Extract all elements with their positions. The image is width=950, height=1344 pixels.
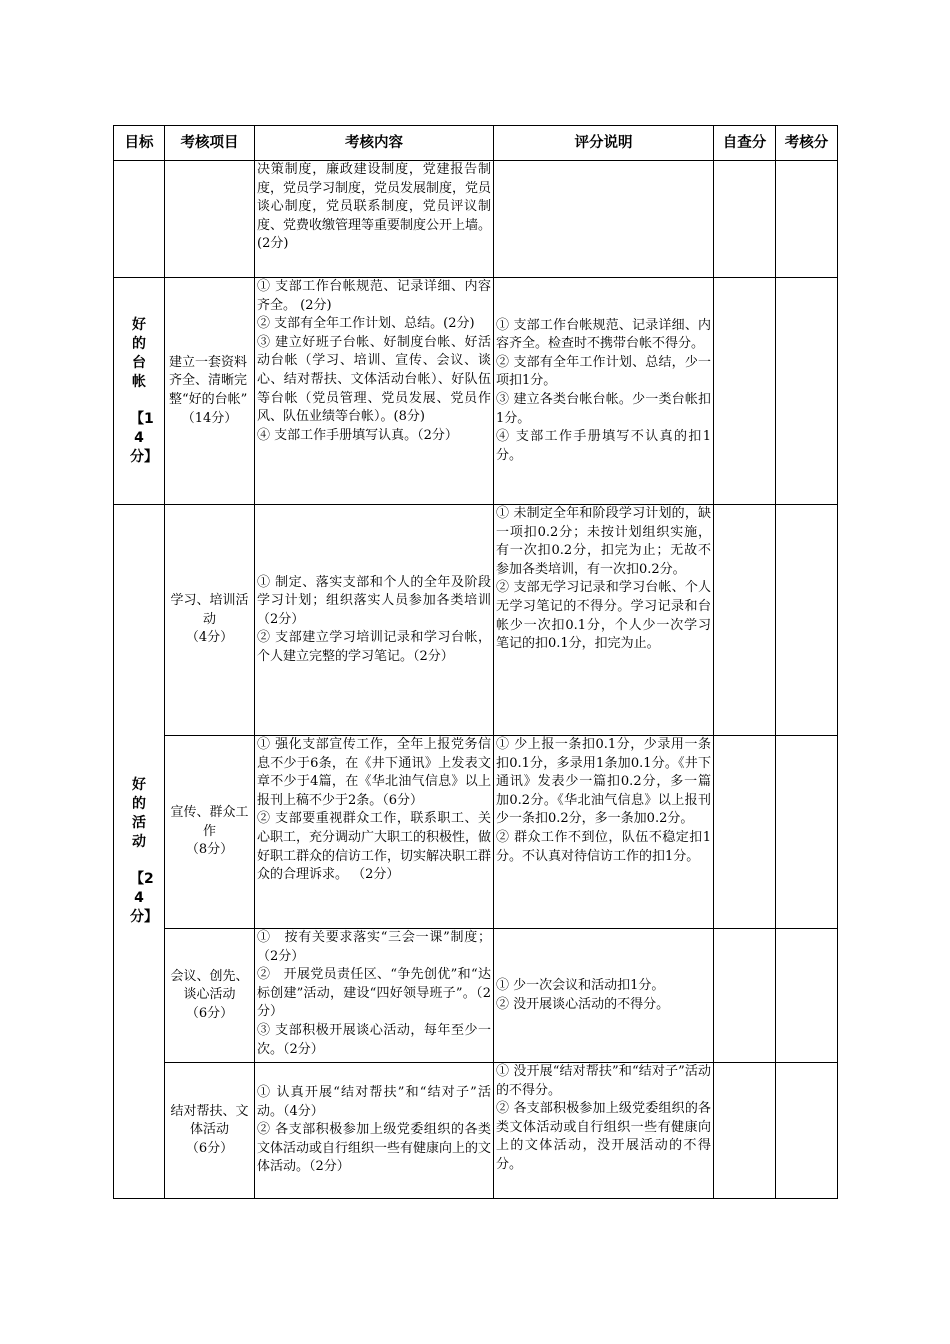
content-line: ① 制定、落实支部和个人的全年及阶段学习计划；组织落实人员参加各类培训（2分） — [257, 574, 491, 627]
content-line: ② 开展党员责任区、“争先创优”和“达标创建”活动，建设“四好领导班子”。（2分） — [257, 967, 491, 1020]
header-goal: 目标 — [114, 126, 165, 161]
item-score: （8分） — [185, 842, 234, 858]
review-score-cell[interactable] — [776, 161, 838, 278]
self-score-cell[interactable] — [714, 505, 776, 736]
table-row — [114, 505, 838, 736]
header-item: 考核项目 — [165, 126, 255, 161]
content-line: ④ 支部工作手册填写认真。（2分） — [257, 427, 458, 443]
rule-line: ① 少一次会议和活动扣1分。 — [496, 977, 665, 993]
goal-cell — [114, 505, 165, 1199]
table-row — [114, 736, 838, 929]
review-score-cell[interactable] — [776, 278, 838, 505]
content-line: ① 强化支部宣传工作，全年上报党务信息不少于6条，在《井下通讯》上发表文章不少于4篇，在《华北油气信息》以上报刊上稿不少于2条。（6分） — [257, 737, 491, 808]
item-score: （6分） — [185, 1005, 234, 1021]
content-cell — [255, 1063, 494, 1199]
rule-line: ① 没开展“结对帮扶”和“结对子”活动的不得分。 — [496, 1064, 711, 1098]
item-cell — [165, 929, 255, 1063]
content-line: ① 认真开展“结对帮扶”和“结对子”活动。（4分） — [257, 1085, 491, 1119]
header-rules: 评分说明 — [494, 126, 714, 161]
rule-line: ② 各支部积极参加上级党委组织的各类文体活动或自行组织一些有健康向上的文体活动，没开展活动的不得分。 — [496, 1101, 711, 1172]
content-line: ② 支部有全年工作计划、总结。(2分) — [257, 316, 475, 332]
self-score-cell[interactable] — [714, 929, 776, 1063]
rule-line: ③ 建立各类台帐台帐。少一类台帐扣1分。 — [496, 392, 711, 426]
item-score: （14分） — [181, 410, 238, 426]
content-line: ② 支部要重视群众工作，联系职工、关心职工，充分调动广大职工的积极性，做好职工群众的信访工作，切实解决职工群众的合理诉求。 （2分） — [257, 811, 492, 883]
item-score: （6分） — [185, 1140, 234, 1156]
item-name: 结对帮扶、文体活动 — [170, 1103, 249, 1138]
item-name: 建立一套资料齐全、清晰完整“好的台帐” — [169, 354, 248, 407]
table-row — [114, 1063, 838, 1199]
item-cell — [165, 736, 255, 929]
header-self-score: 自查分 — [714, 126, 776, 161]
content-line: ③ 建立好班子台帐、好制度台帐、好活动台帐（学习、培训、宣传、会议、谈心、结对帮扶、文体活动台帐）、好队伍等台帐（党员管理、党员发展、党员作风、队伍业绩等台帐）。(8分) — [257, 334, 491, 425]
header-review-score: 考核分 — [776, 126, 838, 161]
rule-line: ② 支部无学习记录和学习台帐、个人无学习笔记的不得分。学习记录和台帐少一次扣0.1分，个人少一次学习笔记的扣0.1分，扣完为止。 — [496, 580, 711, 652]
rule-line: ① 未制定全年和阶段学习计划的，缺一项扣0.2分；未按计划组织实施，有一次扣0.2分，扣完为止；无故不参加各类培训，有一次扣0.2分。 — [496, 506, 711, 577]
content-cell — [255, 736, 494, 929]
rule-line: ② 没开展谈心活动的不得分。 — [496, 996, 670, 1012]
content-cell — [255, 505, 494, 736]
item-cell — [165, 1063, 255, 1199]
self-score-cell[interactable] — [714, 736, 776, 929]
content-line: ② 各支部积极参加上级党委组织的各类文体活动或自行组织一些有健康向上的文体活动。（2分） — [257, 1122, 492, 1175]
item-cell-empty — [165, 161, 255, 278]
content-cell — [255, 278, 494, 505]
table-row — [114, 161, 838, 278]
item-name: 宣传、群众工作 — [170, 805, 249, 839]
goal-cell-empty — [114, 161, 165, 278]
self-score-cell[interactable] — [714, 1063, 776, 1199]
rule-line: ① 少上报一条扣0.1分，少录用一条扣0.1分，多录用1条加0.1分。《井下通讯》发表少一篇扣0.2分，多一篇加0.2分。《华北油气信息》以上报刊少一条扣0.2分，多一条加0.2分。 — [496, 737, 711, 827]
item-cell — [165, 278, 255, 505]
table-row — [114, 278, 838, 505]
item-cell — [165, 505, 255, 736]
header-row — [114, 126, 838, 161]
review-score-cell[interactable] — [776, 505, 838, 736]
review-score-cell[interactable] — [776, 929, 838, 1063]
assessment-table — [113, 125, 838, 1199]
content-cell — [255, 929, 494, 1063]
goal-cell — [114, 278, 165, 505]
content-line: ② 支部建立学习培训记录和学习台帐，个人建立完整的学习笔记。（2分） — [257, 630, 491, 664]
content-line: ① 支部工作台帐规范、记录详细、内容齐全。 (2分) — [257, 279, 491, 313]
rule-line: ② 群众工作不到位，队伍不稳定扣1分。不认真对待信访工作的扣1分。 — [496, 829, 711, 864]
review-score-cell[interactable] — [776, 1063, 838, 1199]
item-score: （4分） — [185, 630, 234, 646]
content-cell — [255, 161, 494, 278]
rules-cell — [494, 505, 714, 736]
goal-score: 【14分】 — [130, 410, 158, 465]
goal-name: 好的台帐 — [132, 316, 146, 390]
item-name: 会议、创先、谈心活动 — [170, 968, 249, 1003]
content-line: ① 按有关要求落实“三会一课”制度；（2分） — [257, 930, 491, 964]
rules-cell — [494, 278, 714, 505]
item-name: 学习、培训活动 — [170, 593, 249, 627]
self-score-cell[interactable] — [714, 161, 776, 278]
rules-cell — [494, 736, 714, 929]
header-content: 考核内容 — [255, 126, 494, 161]
rule-line: ① 支部工作台帐规范、记录详细、内容齐全。检查时不携带台帐不得分。 — [496, 317, 711, 352]
table-row — [114, 929, 838, 1063]
rules-cell-empty — [494, 161, 714, 278]
self-score-cell[interactable] — [714, 278, 776, 505]
rule-line: ④ 支部工作手册填写不认真的扣1分。 — [496, 429, 711, 463]
goal-name: 好的活动 — [132, 777, 146, 850]
goal-score: 【24分】 — [130, 871, 158, 925]
content-line: ③ 支部积极开展谈心活动，每年至少一次。（2分） — [257, 1022, 491, 1057]
rule-line: ② 支部有全年工作计划、总结，少一项扣1分。 — [496, 354, 711, 389]
content-text: 决策制度，廉政建设制度，党建报告制度，党员学习制度，党员发展制度，党员谈心制度，党员联系制度，党员评议制度、党费收缴管理等重要制度公开上墙。(2分) — [257, 162, 492, 252]
rules-cell — [494, 1063, 714, 1199]
review-score-cell[interactable] — [776, 736, 838, 929]
rules-cell — [494, 929, 714, 1063]
